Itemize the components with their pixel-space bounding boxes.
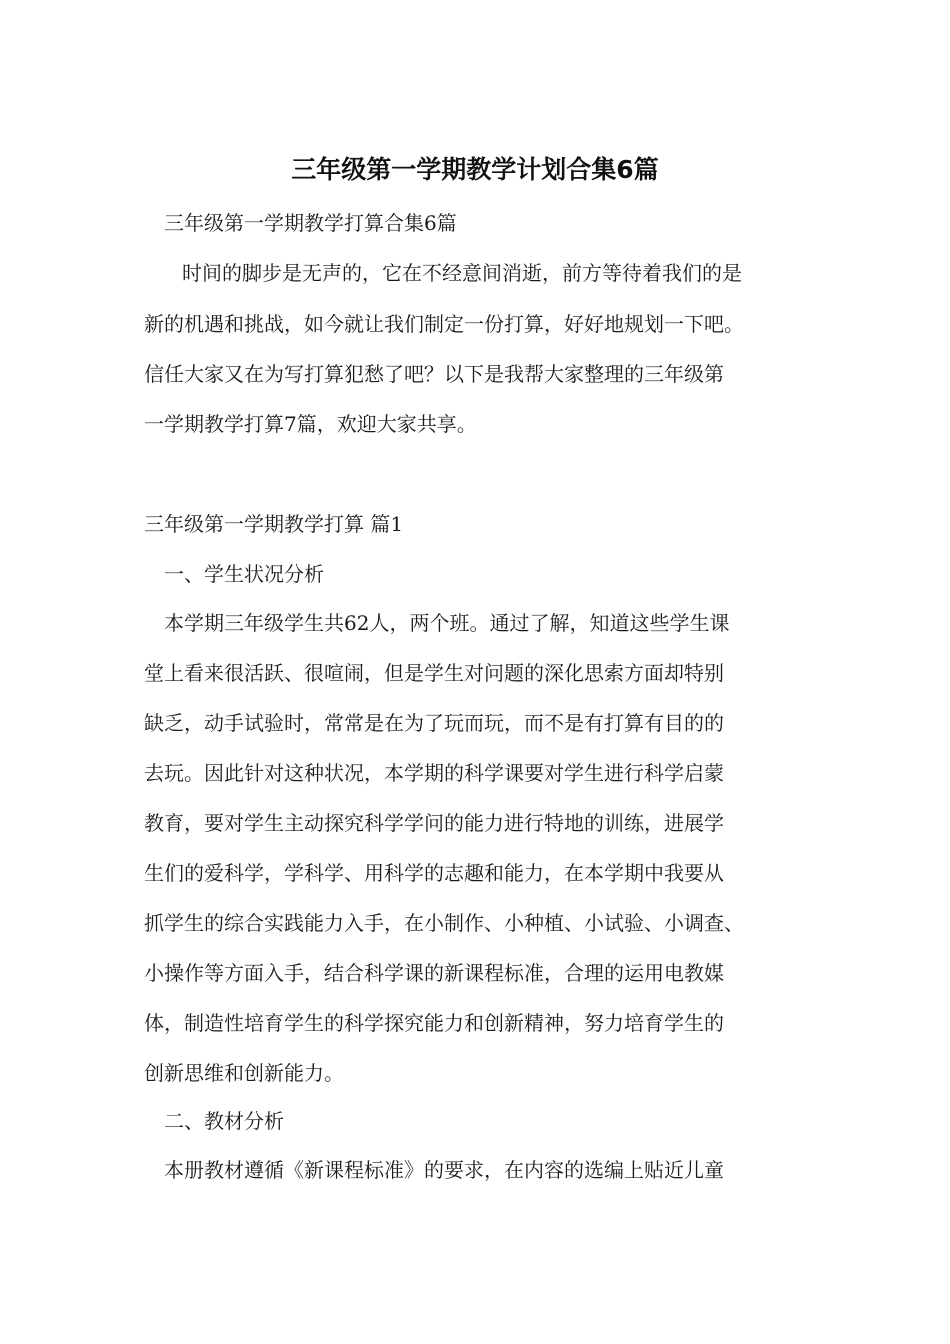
intro-line: 信任大家又在为写打算犯愁了吧？以下是我帮大家整理的三年级第 xyxy=(144,362,724,386)
intro-line: 一学期教学打算7篇，欢迎大家共享。 xyxy=(144,412,477,436)
paragraph-line: 堂上看来很活跃、很喧闹，但是学生对问题的深化思索方面却特别 xyxy=(144,661,724,685)
paragraph-line: 去玩。因此针对这种状况，本学期的科学课要对学生进行科学启蒙 xyxy=(144,761,724,785)
paragraph-line: 生们的爱科学，学科学、用科学的志趣和能力，在本学期中我要从 xyxy=(144,861,724,885)
paragraph-line: 教育，要对学生主动探究科学学问的能力进行特地的训练，进展学 xyxy=(144,811,724,835)
paragraph-line: 本册教材遵循《新课程标准》的要求，在内容的选编上贴近儿童 xyxy=(164,1158,724,1182)
part2-heading: 二、教材分析 xyxy=(164,1109,284,1133)
paragraph-line: 体，制造性培育学生的科学探究能力和创新精神，努力培育学生的 xyxy=(144,1011,724,1035)
document-title: 三年级第一学期教学计划合集6篇 xyxy=(291,155,659,184)
paragraph-line: 缺乏，动手试验时，常常是在为了玩而玩，而不是有打算有目的的 xyxy=(144,711,724,735)
paragraph-line: 本学期三年级学生共62人，两个班。通过了解，知道这些学生课 xyxy=(164,611,730,635)
document-subtitle: 三年级第一学期教学打算合集6篇 xyxy=(164,211,457,235)
section-heading: 三年级第一学期教学打算 篇1 xyxy=(144,512,404,536)
part1-heading: 一、学生状况分析 xyxy=(164,562,324,586)
paragraph-line: 抓学生的综合实践能力入手，在小制作、小种植、小试验、小调查、 xyxy=(144,911,744,935)
paragraph-line: 创新思维和创新能力。 xyxy=(144,1061,344,1085)
intro-line: 时间的脚步是无声的，它在不经意间消逝，前方等待着我们的是 xyxy=(182,261,742,285)
intro-line: 新的机遇和挑战，如今就让我们制定一份打算，好好地规划一下吧。 xyxy=(144,312,744,336)
paragraph-line: 小操作等方面入手，结合科学课的新课程标准，合理的运用电教媒 xyxy=(144,961,724,985)
